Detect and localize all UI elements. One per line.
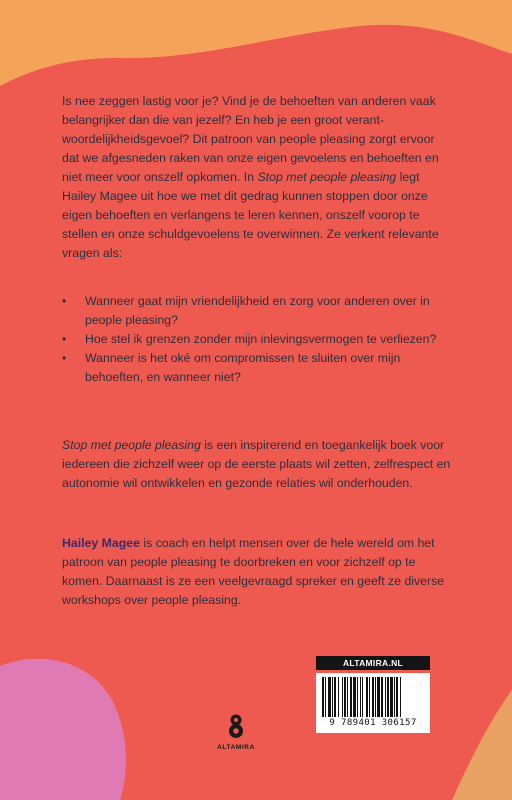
barcode-bar bbox=[357, 677, 358, 717]
bullet-icon: • bbox=[62, 332, 67, 346]
altamira-logo-icon bbox=[225, 713, 247, 739]
publisher-logo bbox=[211, 713, 261, 751]
barcode-bar bbox=[362, 677, 363, 717]
intro-book-title: Stop met people pleasing bbox=[257, 170, 397, 184]
barcode-bar bbox=[385, 677, 386, 717]
list-item-text: Wanneer gaat mijn vriendelijkheid en zorg voor anderen over in people pleasing? bbox=[85, 294, 430, 327]
barcode-bar bbox=[396, 677, 398, 717]
barcode bbox=[316, 673, 430, 733]
barcode-bars bbox=[322, 677, 424, 717]
list-item-text: Hoe stel ik grenzen zonder mijn inlevingsvermogen te verliezen? bbox=[85, 332, 437, 346]
barcode-bar bbox=[344, 677, 346, 717]
summary-paragraph bbox=[62, 436, 452, 493]
barcode-bar bbox=[394, 677, 395, 717]
barcode-bar bbox=[342, 677, 343, 717]
publisher-name: ALTAMIRA bbox=[217, 744, 255, 751]
barcode-bar bbox=[325, 677, 326, 717]
barcode-bar bbox=[377, 677, 380, 717]
barcode-bar bbox=[328, 677, 331, 717]
barcode-bar bbox=[372, 677, 374, 717]
author-bio-text: is coach en helpt mensen over de hele wereld om het patroon van people pleasing te doorbreken en voor zichzelf op te komen. Daarnaast is ze een veelgevraagd spreker en geeft ze diverse workshops over people pleasing. bbox=[62, 536, 445, 607]
barcode-bar bbox=[338, 677, 339, 717]
barcode-bar bbox=[360, 677, 361, 717]
intro-text-1: Is nee zeggen lastig voor je? Vind je de behoeften van anderen vaak belangrijker dan die van jezelf? En heb je een groot verant-woordelijkheidsgevoel? Dit patroon van people pleasing zorgt ervoor dat we afgesneden raken van onze eigen gevoelens en behoeften en niet meer voor onszelf opkomen. In bbox=[62, 94, 439, 184]
barcode-bar bbox=[347, 677, 348, 717]
barcode-bar bbox=[390, 677, 393, 717]
publisher-website: ALTAMIRA.NL bbox=[316, 656, 430, 670]
list-item bbox=[62, 330, 442, 349]
barcode-bar bbox=[387, 677, 389, 717]
author-name: Hailey Magee bbox=[62, 536, 140, 550]
barcode-bar bbox=[369, 677, 370, 717]
isbn-number: 9 789401 306157 bbox=[329, 718, 417, 728]
barcode-bar bbox=[375, 677, 376, 717]
bullet-icon: • bbox=[62, 294, 67, 308]
barcode-bar bbox=[381, 677, 383, 717]
barcode-bar bbox=[400, 677, 401, 717]
barcode-bar bbox=[334, 677, 336, 717]
barcode-bar bbox=[350, 677, 352, 717]
intro-paragraph bbox=[62, 92, 452, 263]
question-list bbox=[62, 292, 442, 387]
summary-book-title: Stop met people pleasing bbox=[62, 438, 201, 452]
summary-text: is een inspirerend en toegankelijk boek voor iedereen die zichzelf weer op de eerste plaats wil zetten, zelfrespect en autonomie wil ontwikkelen en gezonde relaties wil onderhouden. bbox=[62, 438, 451, 490]
bullet-icon: • bbox=[62, 351, 67, 365]
list-item-text: Wanneer is het oké om compromissen te sluiten over mijn behoeften, en wanneer niet? bbox=[85, 351, 401, 384]
barcode-bar bbox=[322, 677, 324, 717]
barcode-bar bbox=[353, 677, 356, 717]
intro-text-2: legt Hailey Magee uit hoe we met dit gedrag kunnen stoppen door onze eigen behoeften en verlangens te leren kennen, onszelf voorop te stellen en onze schuldgevoelens te overwinnen. Ze verkent relevante vragen als: bbox=[62, 170, 439, 260]
author-bio-paragraph bbox=[62, 534, 452, 610]
list-item bbox=[62, 349, 442, 387]
list-item bbox=[62, 292, 442, 330]
barcode-bar bbox=[366, 677, 368, 717]
barcode-bar bbox=[332, 677, 333, 717]
